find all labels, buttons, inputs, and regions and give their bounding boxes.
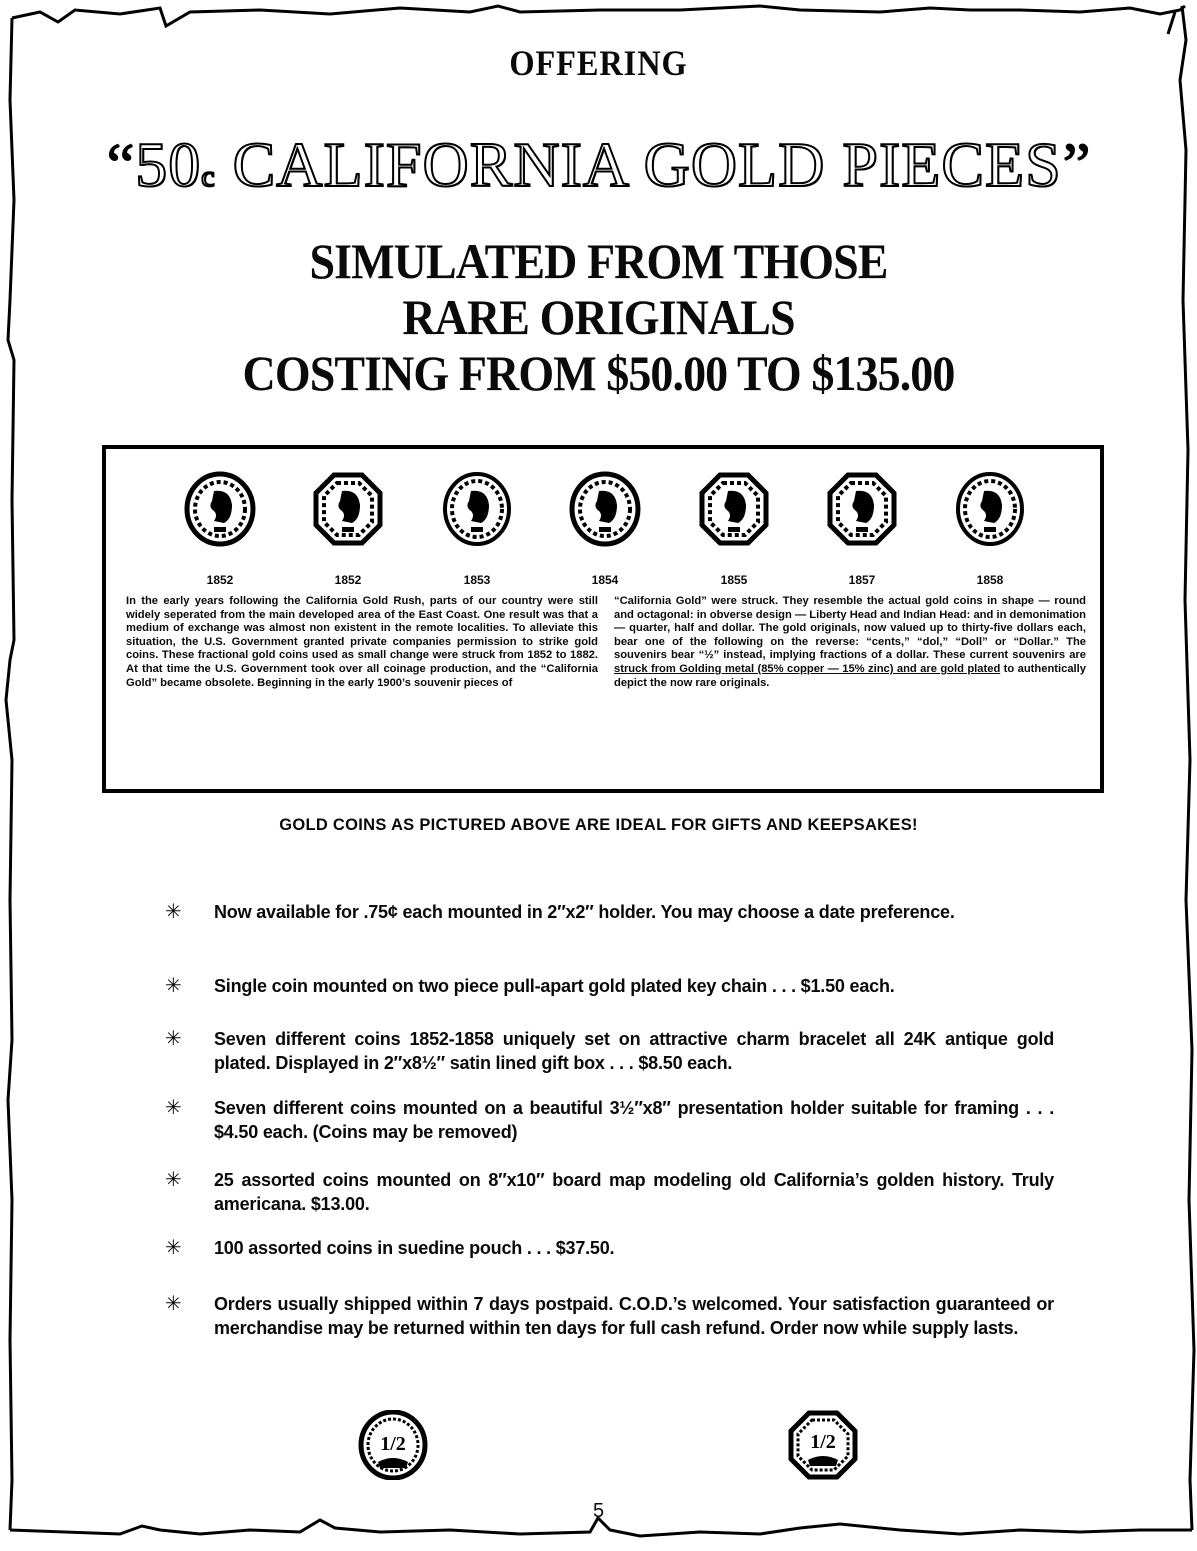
subtitle-line-2: RARE ORIGINALS xyxy=(402,289,795,345)
offer-text: Seven different coins 1852-1858 uniquely set on attractive charm bracelet all 24K antique gold plated. Displayed in 2″x8½″ satin lined gift box . . . $8.50 each. xyxy=(214,1029,1054,1073)
asterisk-bullet-icon: ✳ xyxy=(165,1028,182,1050)
offer-text: Seven different coins mounted on a beautiful 3½″x8″ presentation holder suitable for framing . . . $4.50 each. (Coins may be removed) xyxy=(214,1098,1054,1142)
liberty-head-octagonal-coin-icon xyxy=(698,471,770,547)
gifts-banner: GOLD COINS AS PICTURED ABOVE ARE IDEAL FOR GIFTS AND KEEPSAKES! xyxy=(279,816,918,834)
asterisk-bullet-icon: ✳ xyxy=(165,1237,182,1259)
svg-text:1/2: 1/2 xyxy=(810,1431,836,1453)
title-text: CALIFORNIA GOLD PIECES xyxy=(215,129,1062,200)
history-text-right-part1: “California Gold” were struck. They resemble the actual gold coins in shape — round and octagonal: in obverse design — Liberty Head and Indian Head: and in demonimation — quarter, half and dollar. The gold originals, now valued up to thirty-five dollars each, bear one of the following on the reverse: “cents,” “dol,” “Doll” or “Dollar.” The souvenirs bear “½” instead, implying fractions of a dollar. These current souvenirs are xyxy=(614,595,1086,662)
history-text-right-part2: to authentically depict the now rare originals. xyxy=(614,662,1086,689)
asterisk-bullet-icon: ✳ xyxy=(165,1293,182,1315)
coin-year-label: 1852 xyxy=(334,573,362,587)
offer-text: 100 assorted coins in suedine pouch . . . $37.50. xyxy=(214,1238,615,1258)
liberty-head-round-coin-icon xyxy=(184,471,256,547)
coin-history-panel xyxy=(102,445,1104,793)
coin-row xyxy=(106,467,1100,587)
title-open-quote: “ xyxy=(105,129,136,200)
svg-text:1/2: 1/2 xyxy=(380,1433,406,1455)
liberty-head-octagonal-coin-icon xyxy=(312,471,384,547)
liberty-head-round-coin-icon xyxy=(441,471,513,547)
offer-text: Now available for .75¢ each mounted in 2″x2″ holder. You may choose a date preference. xyxy=(214,902,955,922)
coin-year-label: 1854 xyxy=(591,573,619,587)
asterisk-bullet-icon: ✳ xyxy=(165,1097,182,1119)
main-title xyxy=(0,128,1197,202)
liberty-head-round-coin-icon xyxy=(569,471,641,547)
title-cent-sign: c xyxy=(201,160,216,193)
asterisk-bullet-icon: ✳ xyxy=(165,901,182,923)
offer-text: Orders usually shipped within 7 days postpaid. C.O.D.’s welcomed. Your satisfaction guaranteed or merchandise may be returned within ten days for full cash refund. Order now while supply lasts. xyxy=(214,1294,1054,1338)
subtitle-line-3: COSTING FROM $50.00 TO $135.00 xyxy=(242,345,955,401)
asterisk-bullet-icon: ✳ xyxy=(165,975,182,997)
page-number: 5 xyxy=(592,1500,605,1522)
offer-text: Single coin mounted on two piece pull-apart gold plated key chain . . . $1.50 each. xyxy=(214,976,895,996)
history-text-right xyxy=(614,595,1086,690)
liberty-head-round-coin-icon xyxy=(954,471,1026,547)
history-text-columns xyxy=(126,595,1086,690)
coin-year-label: 1853 xyxy=(463,573,491,587)
subtitle-line-1: SIMULATED FROM THOSE xyxy=(309,233,888,289)
offering-heading: OFFERING xyxy=(509,43,688,83)
title-value: 50 xyxy=(135,129,202,200)
coin-year-label: 1852 xyxy=(206,573,234,587)
title-close-quote: ” xyxy=(1061,129,1092,200)
history-text-underlined: struck from Golding metal (85% copper — 15% zinc) and are gold plated xyxy=(614,662,1001,675)
half-dollar-round-reverse-icon xyxy=(358,1410,428,1480)
liberty-head-octagonal-coin-icon xyxy=(826,471,898,547)
asterisk-bullet-icon: ✳ xyxy=(165,1169,182,1191)
coin-year-label: 1855 xyxy=(720,573,748,587)
coin-year-label: 1858 xyxy=(976,573,1004,587)
half-dollar-octagonal-reverse-icon xyxy=(788,1410,858,1480)
coin-year-label: 1857 xyxy=(848,573,876,587)
history-text-left: In the early years following the California Gold Rush, parts of our country were still widely seperated from the main developed area of the East Coast. One result was that a medium of exchange was almost non existent in the remote localities. To alleviate this situation, the U.S. Government granted private companies permission to strike gold coins. These fractional gold coins used as small change were struck from 1852 to 1882. At that time the U.S. Government took over all coinage production, and the “California Gold” became obsolete. Beginning in the early 1900’s souvenir pieces of xyxy=(126,595,598,689)
offer-text: 25 assorted coins mounted on 8″x10″ board map modeling old California’s golden history. Truly americana. $13.00. xyxy=(214,1170,1054,1214)
